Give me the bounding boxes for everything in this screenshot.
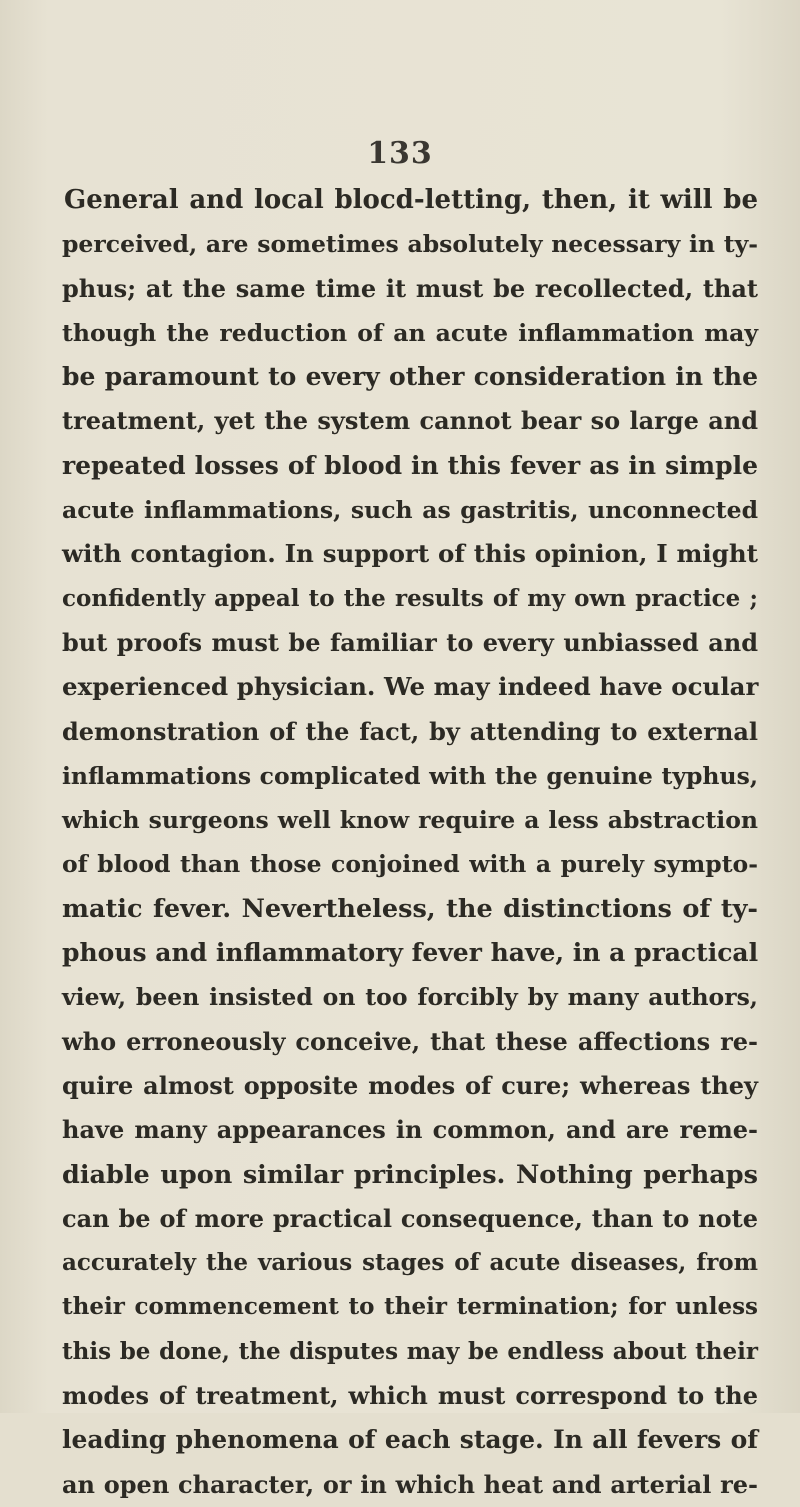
text-line: treatment, yet the system cannot bear so large and [62, 406, 758, 436]
text-line: phous and inflammatory fever have, in a practical [62, 938, 759, 968]
body-text [62, 178, 758, 1507]
text-line: but proofs must be familiar to every unbiassed and [62, 627, 758, 657]
text-line: view, been insisted on too forcibly by many authors, [62, 983, 758, 1012]
text-line: though the reduction of an acute inflammation may [62, 318, 758, 347]
text-line: which surgeons well know require a less abstraction [62, 806, 758, 835]
text-line: perceived, are sometimes absolutely necessary in ty- [62, 230, 758, 259]
text-line: leading phenomena of each stage. In all fevers of [62, 1425, 758, 1455]
text-line: their commencement to their termination; for unless [62, 1293, 758, 1321]
text-line: with contagion. In support of this opinion, I might [62, 539, 758, 569]
text-line: diable upon similar principles. Nothing perhaps [62, 1159, 758, 1190]
text-line: can be of more practical consequence, than to note [62, 1203, 758, 1233]
text-line: have many appearances in common, and are reme- [62, 1115, 758, 1145]
text-line: inflammations complicated with the genuine typhus, [62, 761, 758, 790]
text-line: an open character, or in which heat and arterial re- [62, 1469, 758, 1499]
text-line: acute inflammations, such as gastritis, unconnected [62, 496, 758, 525]
text-line: phus; at the same time it must be recollected, that [62, 273, 758, 303]
text-line: matic fever. Nevertheless, the distinctions of ty- [62, 893, 758, 924]
text-line: this be done, the disputes may be endless about their [62, 1337, 758, 1365]
text-line: confidently appeal to the results of my own practice ; [62, 584, 758, 612]
text-line: of blood than those conjoined with a purely sympto- [62, 850, 758, 879]
text-line: demonstration of the fact, by attending to external [62, 716, 758, 746]
text-line: modes of treatment, which must correspond to the [62, 1381, 758, 1411]
text-line: who erroneously conceive, that these affections re- [62, 1026, 758, 1056]
text-line: accurately the various stages of acute diseases, from [62, 1249, 758, 1277]
page-number: 133 [367, 136, 433, 171]
text-line: quire almost opposite modes of cure; whereas they [62, 1070, 758, 1100]
text-line: be paramount to every other consideration in the [62, 362, 758, 392]
text-line: repeated losses of blood in this fever as in simple [62, 450, 758, 480]
text-line: General and local blocd-letting, then, it will be [64, 185, 758, 215]
text-line: experienced physician. We may indeed have ocular [62, 672, 759, 702]
